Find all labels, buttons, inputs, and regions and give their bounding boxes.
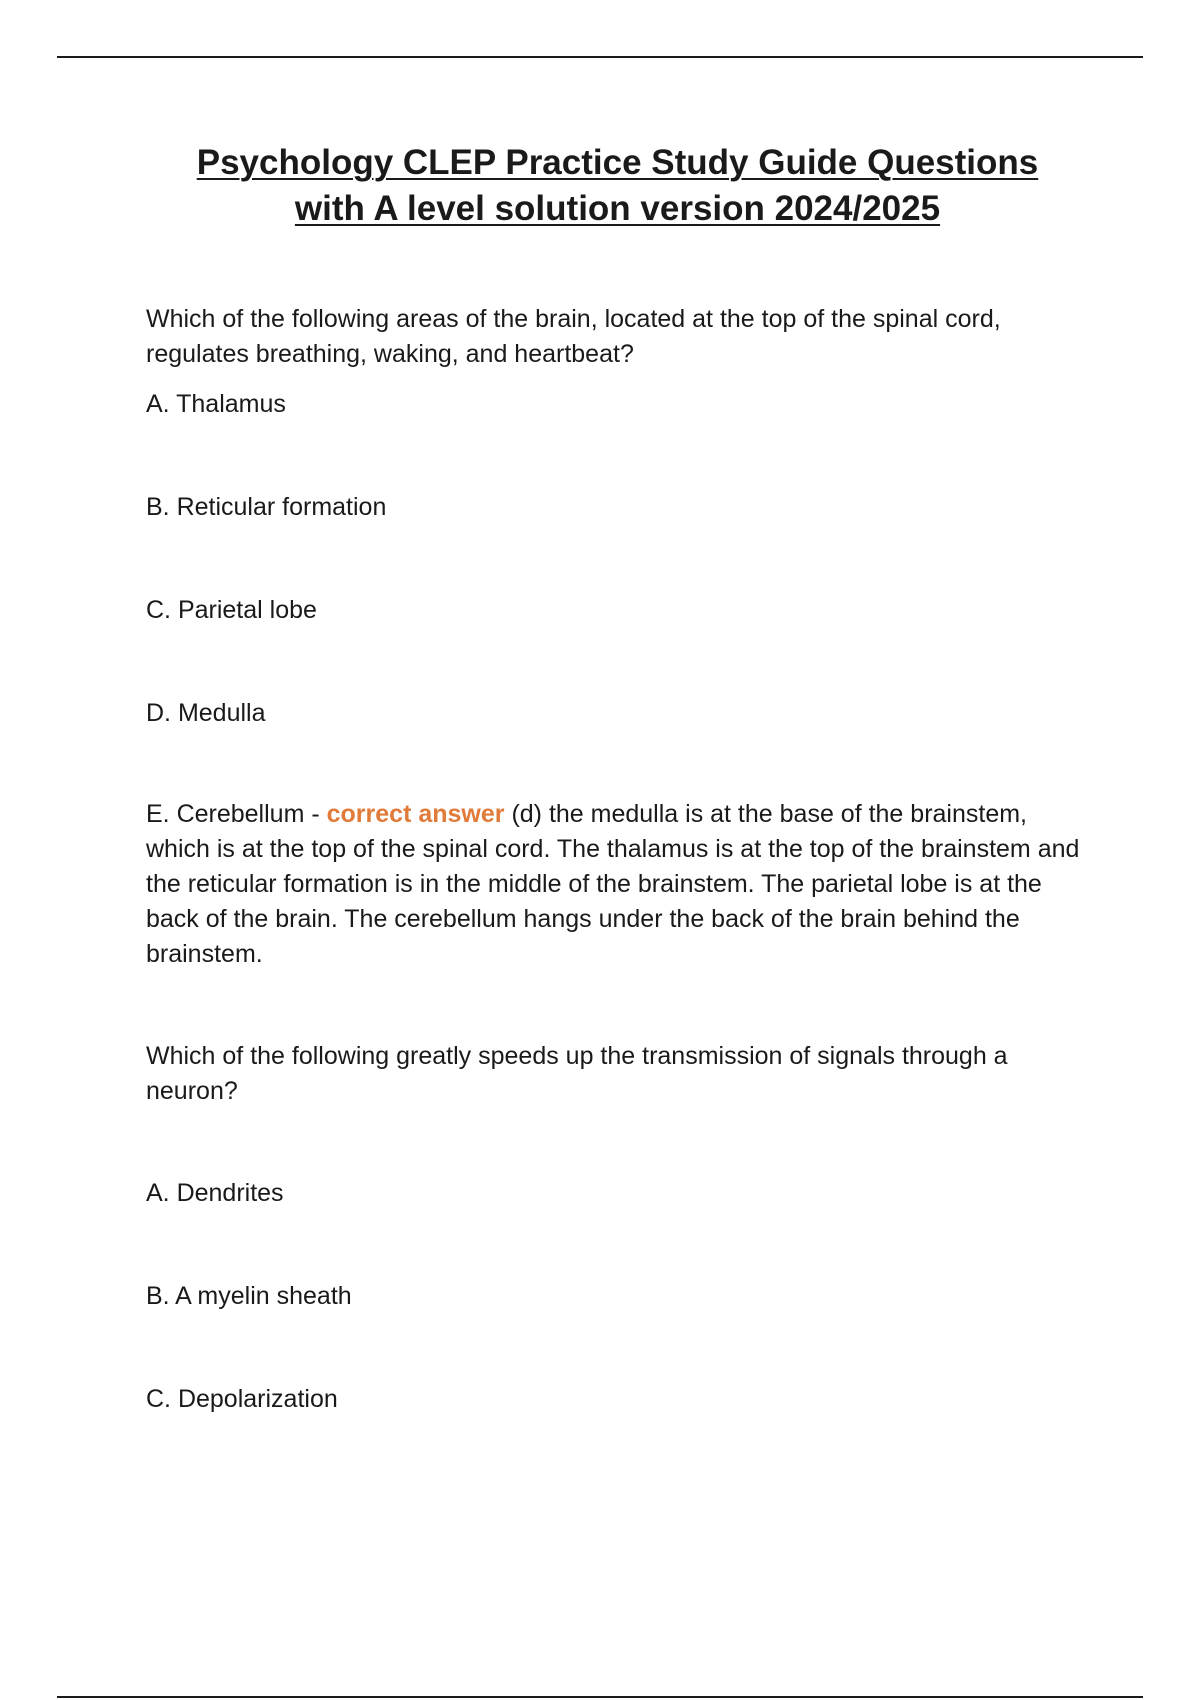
question-2-option-a: A. Dendrites — [146, 1179, 284, 1207]
question-1-text: Which of the following areas of the brain, located at the top of the spinal cord, regulates breathing, waking, and heartbeat? — [146, 305, 1001, 368]
title-line-2: with A level solution version 2024/2025 — [294, 189, 941, 228]
title-line-1: Psychology CLEP Practice Study Guide Questions — [196, 143, 1039, 182]
question-2-option-c: C. Depolarization — [146, 1385, 338, 1413]
document-title — [100, 140, 1135, 232]
question-1-option-a: A. Thalamus — [146, 390, 286, 418]
footer-rule — [57, 1696, 1143, 1698]
question-1-option-b: B. Reticular formation — [146, 493, 387, 521]
question-2-text: Which of the following greatly speeds up the transmission of signals through a neuron? — [146, 1042, 1008, 1105]
correct-answer-label: correct answer — [326, 800, 505, 828]
question-1-option-c: C. Parietal lobe — [146, 596, 317, 624]
question-1-option-e-with-answer — [146, 797, 1096, 972]
header-rule — [57, 56, 1143, 58]
question-1-option-d: D. Medulla — [146, 699, 266, 727]
answer-explanation: (d) the medulla is at the base of the brainstem, which is at the top of the spinal cord. The thalamus is at the top of the brainstem and the reticular formation is in the middle of the brainstem. The parietal lobe is at the back of the brain. The cerebellum hangs under the back of the brain behind the brainstem. — [146, 800, 1080, 968]
question-1-option-e: E. Cerebellum - — [146, 800, 327, 828]
question-2-option-b: B. A myelin sheath — [146, 1282, 352, 1310]
